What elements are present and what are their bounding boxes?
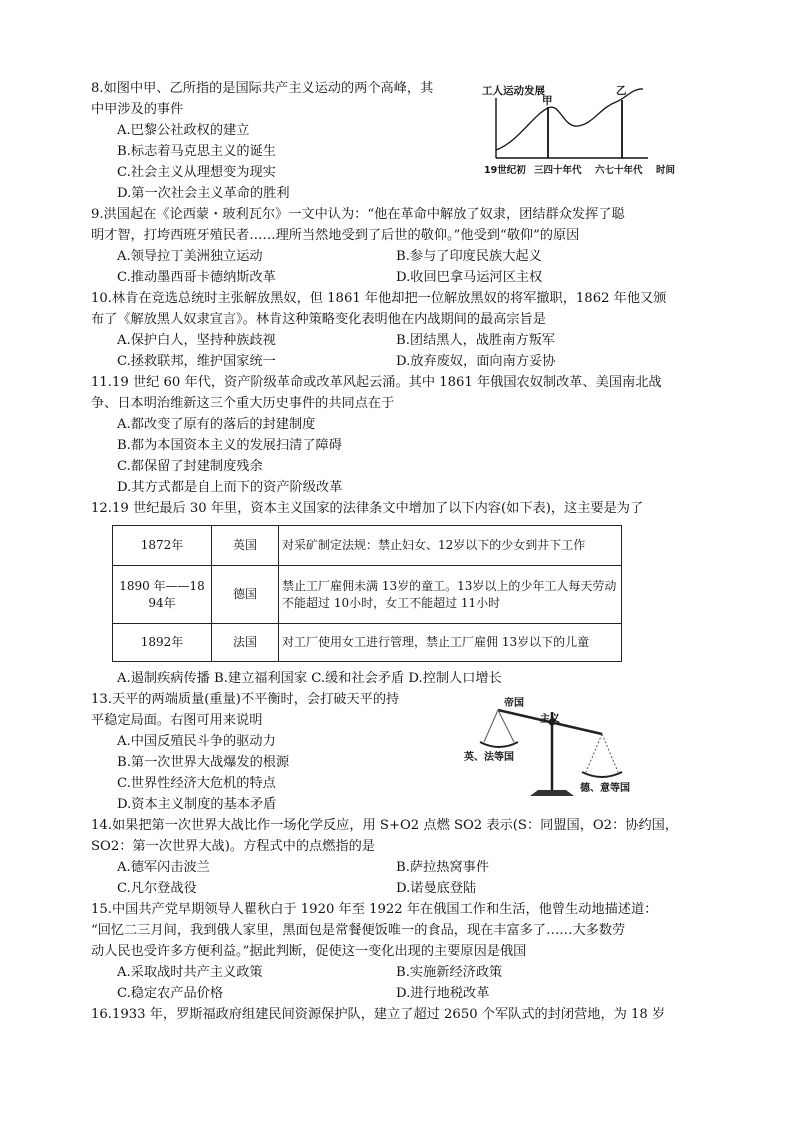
q15-option-d: D.进行地税改革 [396,986,490,1001]
q14-option-a: A.德军闪击波兰 [117,860,210,875]
fig-label-top-left: 帝国 [504,698,524,709]
q11-option-c: C.都保留了封建制度残余 [117,459,263,474]
q14-stem: 14.如果把第一次世界大战比作一场化学反应，用 S+O2 点燃 SO2 表示(S：同盟国，O2：协约国， [91,818,679,833]
q9-option-a: A.领导拉丁美洲独立运动 [117,249,263,264]
left-string-1 [484,710,498,742]
q9-stem: 9.洪国起在《论西蒙・玻利瓦尔》一文中认为：“他在革命中解放了奴隶，团结群众发挥了聪 [91,207,625,222]
q8-stem: 8.如图中甲、乙所指的是国际共产主义运动的两个高峰，其 [91,81,434,96]
fig-label-right-pan: 德、意等国 [580,783,630,794]
q11-stem: 11.19 世纪 60 年代，资产阶级革命或改革风起云涌。其中 1861 年俄国农奴制改革、美国南北战 [91,375,662,390]
q15-stem-cont: “回忆二三月间，我到俄人家里，黑面包是常餐便饭唯一的食品，现在丰富多了……大多数劳 [91,923,626,938]
table-row [113,526,622,566]
q8-option-a: A.巴黎公社政权的建立 [117,123,250,138]
fig-label-top-right: 主义 [540,714,560,725]
table-cell-content: 对工厂使用女工进行管理，禁止工厂雇佣 13岁以下的儿童 [279,624,622,662]
right-string-2 [602,734,618,772]
q10-option-a: A.保护白人，坚持种族歧视 [117,333,276,348]
q14-option-d: D.诺曼底登陆 [396,881,477,896]
q8-stem-cont: 中甲涉及的事件 [91,102,184,117]
q9-option-d: D.收回巴拿马运河区主权 [396,270,543,285]
q10-option-c: C.拯救联邦，维护国家统一 [117,354,276,369]
q8-option-b: B.标志着马克思主义的诞生 [117,144,276,159]
q13-stem: 13.天平的两端质量(重量)不平衡时，会打破天平的持 [91,692,400,707]
q12-options: A.遏制疾病传播 B.建立福利国家 C.缓和社会矛盾 D.控制人口增长 [117,671,502,686]
left-string-2 [498,710,514,742]
q14-stem-cont: SO2：第一次世界大战)。方程式中的点燃指的是 [91,839,375,854]
figure-ylabel: 工人运动发展 [482,85,545,97]
q9-stem-cont: 明才智，打垮西班牙殖民者……理所当然地受到了后世的敬仰。”他受到“敬仰”的原因 [91,228,580,243]
q15-stem: 15.中国共产党早期领导人瞿秋白于 1920 年至 1922 年在俄国工作和生活，他曾生动地描述道： [91,902,658,917]
labor-movement-figure [478,80,683,180]
scale-base [530,790,574,796]
q15-option-c: C.稳定农产品价格 [117,986,224,1001]
right-string-1 [586,734,602,772]
q9-option-b: B.参与了印度民族大起义 [396,249,542,264]
tick-label-3: 六七十年代 [595,165,643,176]
table-row [113,566,622,624]
right-pan [582,772,622,777]
q13-option-d: D.资本主义制度的基本矛盾 [117,797,277,812]
table-cell-country: 英国 [212,526,279,566]
tick-label-2: 三四十年代 [534,165,582,176]
left-pan [480,742,518,747]
table-cell-content: 对采矿制定法规：禁止妇女、12岁以下的少女到井下工作 [279,526,622,566]
q11-option-a: A.都改变了原有的落后的封建制度 [117,417,316,432]
table-cell-year: 1892年 [113,624,212,662]
q14-option-c: C.凡尔登战役 [117,881,197,896]
q16-stem: 16.1933 年，罗斯福政府组建民间资源保护队，建立了超过 2650 个军队式的封闭营地，为 18 岁 [91,1007,666,1022]
tick-label-1: 19世纪初 [484,165,526,176]
q11-stem-cont: 争、日本明治维新这三个重大历史事件的共同点在于 [91,396,395,411]
q11-option-d: D.其方式都是自上而下的资产阶级改革 [117,480,343,495]
q11-option-b: B.都为本国资本主义的发展扫清了障碍 [117,438,342,453]
q15-stem-cont-2: 动人民也受许多方便利益。”据此判断，促使这一变化出现的主要原因是俄国 [91,944,527,959]
q13-option-a: A.中国反殖民斗争的驱动力 [117,734,276,749]
q13-option-b: B.第一次世界大战爆发的根源 [117,755,290,770]
x-axis-label: 时间 [656,165,676,176]
table-row [113,624,622,662]
peak2-label: 乙 [616,85,627,97]
q15-option-b: B.实施新经济政策 [396,965,503,980]
q10-stem: 10.林肯在竞选总统时主张解放黑奴，但 1861 年他却把一位解放黑奴的将军撤职，1862 年他又颁 [91,291,667,306]
q12-stem: 12.19 世纪最后 30 年里，资本主义国家的法律条文中增加了以下内容(如下表)，这主要是为了 [91,501,644,516]
fig-label-left-pan: 英、法等国 [464,752,514,763]
table-cell-year: 1872年 [113,526,212,566]
table-cell-year: 1890 年——1894年 [113,566,212,624]
table-cell-country: 德国 [212,566,279,624]
q13-option-c: C.世界性经济大危机的特点 [117,776,276,791]
q14-option-b: B.萨拉热窝事件 [396,860,490,875]
q8-option-c: C.社会主义从理想变为现实 [117,165,276,180]
peak1-label: 甲 [542,95,553,107]
table-cell-country: 法国 [212,624,279,662]
balance-scale-figure [462,692,642,804]
q15-option-a: A.采取战时共产主义政策 [117,965,263,980]
q10-option-b: B.团结黑人，战胜南方叛军 [396,333,555,348]
q13-stem-cont: 平稳定局面。右图可用来说明 [91,713,263,728]
q9-option-c: C.推动墨西哥卡德纳斯改革 [117,270,276,285]
q8-option-d: D.第一次社会主义革命的胜利 [117,186,290,201]
law-table [112,525,622,662]
movement-curve [496,89,643,150]
table-cell-content: 禁止工厂雇佣未满 13岁的童工。13岁以上的少年工人每天劳动不能超过 10小时，女工不能超过 11小时 [279,566,622,624]
q10-option-d: D.放弃废奴，面向南方妥协 [396,354,556,369]
q10-stem-cont: 布了《解放黑人奴隶宣言》。林肯这种策略变化表明他在内战期间的最高宗旨是 [91,312,546,327]
